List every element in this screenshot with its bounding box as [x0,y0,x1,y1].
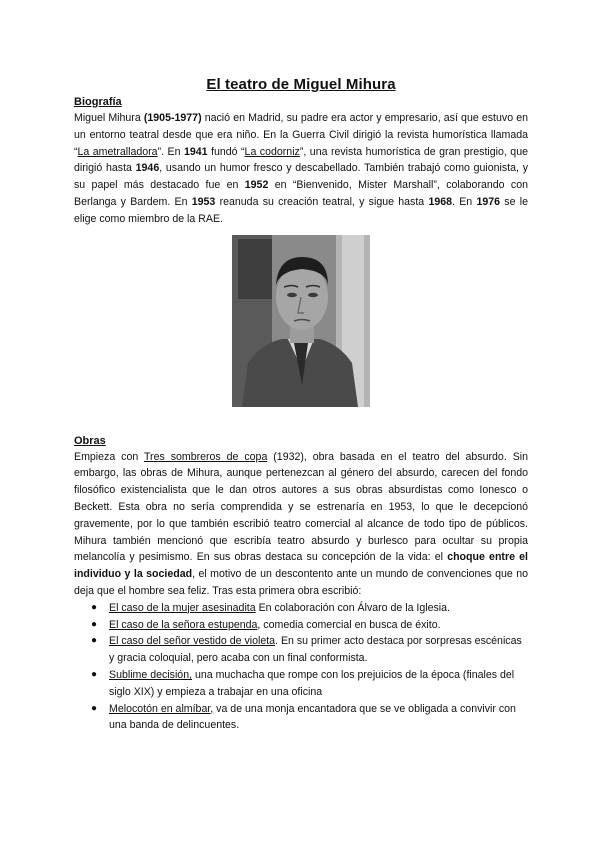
text-run: Miguel Mihura [74,112,144,124]
bullet-icon: ● [91,702,98,714]
section-heading-obras: Obras [74,434,106,447]
magazine-title: La ametralladora [77,145,158,158]
obras-section [74,435,528,735]
list-item [74,633,528,667]
play-title: Tres sombreros de copa [143,450,268,463]
play-title: El caso de la señora estupenda [109,618,258,631]
text-run: ”, una revista humorística de gran prestigio, que dirigió hasta [74,145,528,175]
magazine-title: La codorniz [244,145,300,158]
play-description: va de una monja encantadora que se ve obligada a convivir con una banda de delincuentes. [109,702,516,732]
play-description: , comedia comercial en busca de éxito. [257,618,441,631]
bullet-icon: ● [91,618,98,630]
text-run: , el motivo de un descontento ante un mundo de convenciones que no deja que el hombre sea feliz. Tras esta primera obra escribió: [74,568,528,597]
year: 1976 [476,195,501,208]
year: 1941 [183,145,208,158]
year: 1968 [428,195,453,208]
list-item [74,667,528,701]
text-run: fundó “ [207,145,245,158]
text-run: nació en Madrid, su padre era actor y empresario, así que estuvo en un entorno teatral desde que era niño. En la Guerra Civil dirigió la revista humorística llamada “ [74,112,529,158]
play-description: En colaboración con Álvaro de la Iglesia. [255,601,450,614]
year: 1946 [135,162,160,175]
play-title: El caso de la mujer asesinadita [109,601,256,614]
play-title: El caso del señor vestido de violeta [109,635,276,648]
text-run: . En [452,195,477,208]
obras-paragraph [74,449,528,600]
text-run: ”. En [157,145,184,158]
bullet-icon: ● [91,635,98,647]
portrait-illustration [232,235,370,407]
play-title: Melocotón en almíbar, [109,702,214,715]
section-heading-biografia: Biografía [74,96,122,108]
document-page [74,76,528,734]
bullet-icon: ● [91,668,98,680]
text-run: (1932), obra basada en el teatro del absurdo. Sin embargo, las obras de Mihura, aunque pertenezcan al género del absurdo, carecen del fondo filosófico existencialista que le dan otros autores a sus obras absurdistas como Ionesco o Beckett. Esta obra no sería comprendida y se estrenaría en 1953, lo que le decepcionó gravemente, por lo que también escribió teatro comercial al alcance de todo tipo de públicos. Mihura también mencionó que escribía teatro absurdo y burlesco para ocultar su propia melancolía y pesimismo. En sus obras destaca su concepción de la vida: el [74,450,529,564]
text-run: , usando un humor fresco y descabellado. También trabajó como guionista, y su papel más destacado fue en [74,162,529,192]
year: 1952 [244,179,269,192]
bullet-icon: ● [91,601,98,613]
list-item [74,701,528,735]
play-description: una muchacha que rompe con los prejuicios de la época (finales del siglo XIX) y empieza a trabajar en una oficina [109,668,515,698]
birth-death-years: (1905-1977) [143,112,202,124]
text-run: se le elige como miembro de la RAE. [74,195,528,225]
play-description: . En su primer acto destaca por sorpresas escénicas y gracia coloquial, pero acaba con un final conformista. [109,635,522,665]
text-run: reanuda su creación teatral, y sigue hasta [215,195,429,208]
biografia-paragraph [74,110,528,228]
list-item [74,617,528,634]
text-run: Empieza con [74,450,144,463]
page-title: El teatro de Miguel Mihura [206,76,396,93]
works-list [74,600,528,734]
text-run: en “Bienvenido, Mister Marshall”, colaborando con Berlanga y Bardem. En [74,179,528,208]
year: 1953 [191,195,216,208]
list-item [74,600,528,617]
play-title: Sublime decisión, [109,668,193,681]
emphasis-text: choque entre el individuo y la sociedad [74,551,528,581]
portrait-photo [232,235,370,407]
